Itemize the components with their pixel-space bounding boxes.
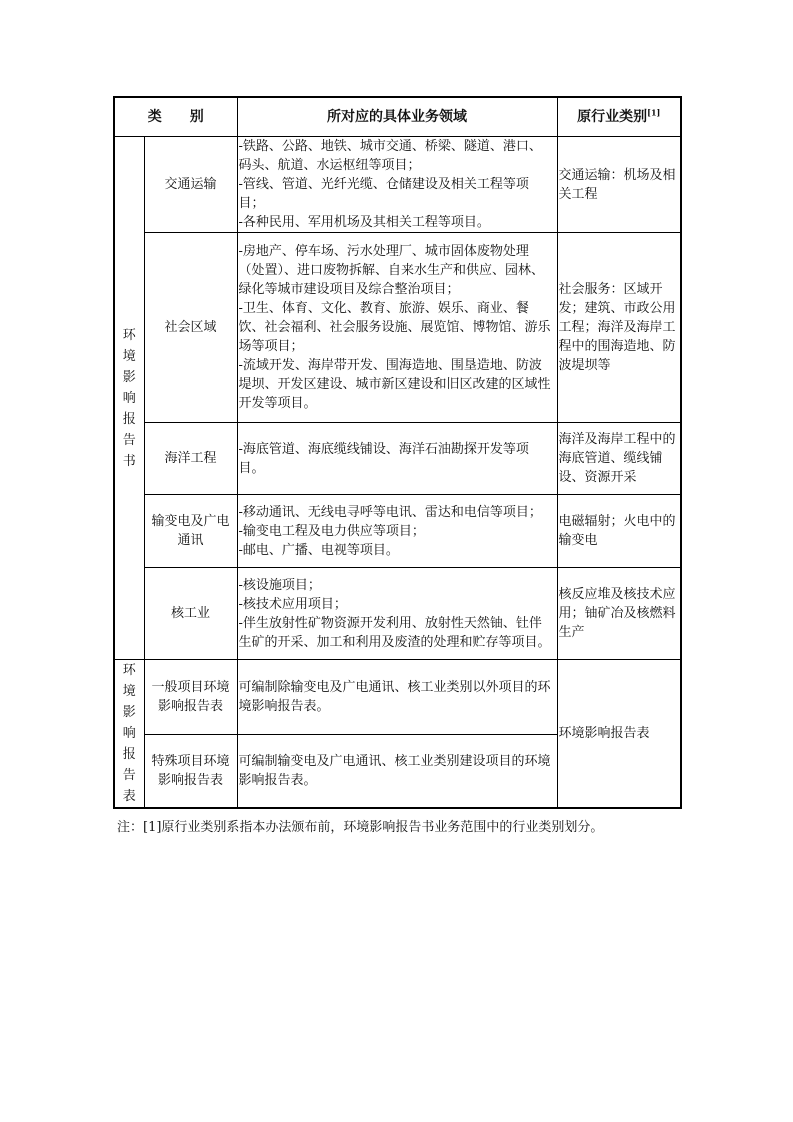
- original-category-cell: 社会服务：区域开发；建筑、市政公用工程；海洋及海岸工程中的围海造地、防波堤坝等: [557, 233, 681, 423]
- footnote: 注：[1]原行业类别系指本办法颁布前，环境影响报告书业务范围中的行业类别划分。: [117, 820, 604, 835]
- table-row: [114, 423, 681, 495]
- header-fields: 所对应的具体业务领域: [237, 97, 557, 137]
- category-cell: 核工业: [144, 568, 237, 660]
- header-original: [557, 97, 681, 137]
- original-category-cell: 核反应堆及核技术应用；铀矿冶及核燃料生产: [557, 568, 681, 660]
- category-cell: 海洋工程: [144, 423, 237, 495]
- original-category-cell: 环境影响报告表: [557, 660, 681, 809]
- table-row: [114, 495, 681, 568]
- fields-cell: -核设施项目； -核技术应用项目； -伴生放射性矿物资源开发利用、放射性天然铀、钍伴生矿的开采、加工和利用及废渣的处理和贮存等项目。: [237, 568, 557, 660]
- fields-cell: 可编制除输变电及广电通讯、核工业类别以外项目的环境影响报告表。: [237, 660, 557, 735]
- fields-cell: -铁路、公路、地铁、城市交通、桥梁、隧道、港口、码头、航道、水运枢纽等项目； -管线、管道、光纤光缆、仓储建设及相关工程等项目； -各种民用、军用机场及其相关工程等项目。: [237, 137, 557, 233]
- category-cell: 特殊项目环境影响报告表: [144, 734, 237, 808]
- header-original-label: 原行业类别: [577, 108, 648, 125]
- table-header-row: [114, 97, 681, 137]
- category-cell: 一般项目环境影响报告表: [144, 660, 237, 735]
- business-scope-table: [113, 96, 682, 809]
- fields-cell: -移动通讯、无线电寻呼等电讯、雷达和电信等项目； -输变电工程及电力供应等项目； -邮电、广播、电视等项目。: [237, 495, 557, 568]
- table-row: [114, 137, 681, 233]
- category-cell: 社会区域: [144, 233, 237, 423]
- header-category: 类 别: [114, 97, 237, 137]
- original-category-cell: 交通运输：机场及相关工程: [557, 137, 681, 233]
- category-cell: 输变电及广电通讯: [144, 495, 237, 568]
- group-label-report-book: 环境影响报告书: [114, 137, 144, 660]
- group-label-report-form: 环境影响报告表: [114, 660, 144, 809]
- table-row: [114, 233, 681, 423]
- original-category-cell: 海洋及海岸工程中的海底管道、缆线铺设、资源开采: [557, 423, 681, 495]
- table-row: [114, 568, 681, 660]
- original-category-cell: 电磁辐射；火电中的输变电: [557, 495, 681, 568]
- category-cell: 交通运输: [144, 137, 237, 233]
- fields-cell: 可编制输变电及广电通讯、核工业类别建设项目的环境影响报告表。: [237, 734, 557, 808]
- table-row: [114, 660, 681, 735]
- fields-cell: -房地产、停车场、污水处理厂、城市固体废物处理（处置）、进口废物拆解、自来水生产和供应、园林、绿化等城市建设项目及综合整治项目； -卫生、体育、文化、教育、旅游、娱乐、商业、餐饮、社会福利、社会服务设施、展览馆、博物馆、游乐场等项目； -流域开发、海岸带开发、围海造地、围垦造地、防波堤坝、开发区建设、城市新区建设和旧区改建的区域性开发等项目。: [237, 233, 557, 423]
- fields-cell: -海底管道、海底缆线铺设、海洋石油勘探开发等项目。: [237, 423, 557, 495]
- footnote-mark: [1]: [647, 106, 661, 117]
